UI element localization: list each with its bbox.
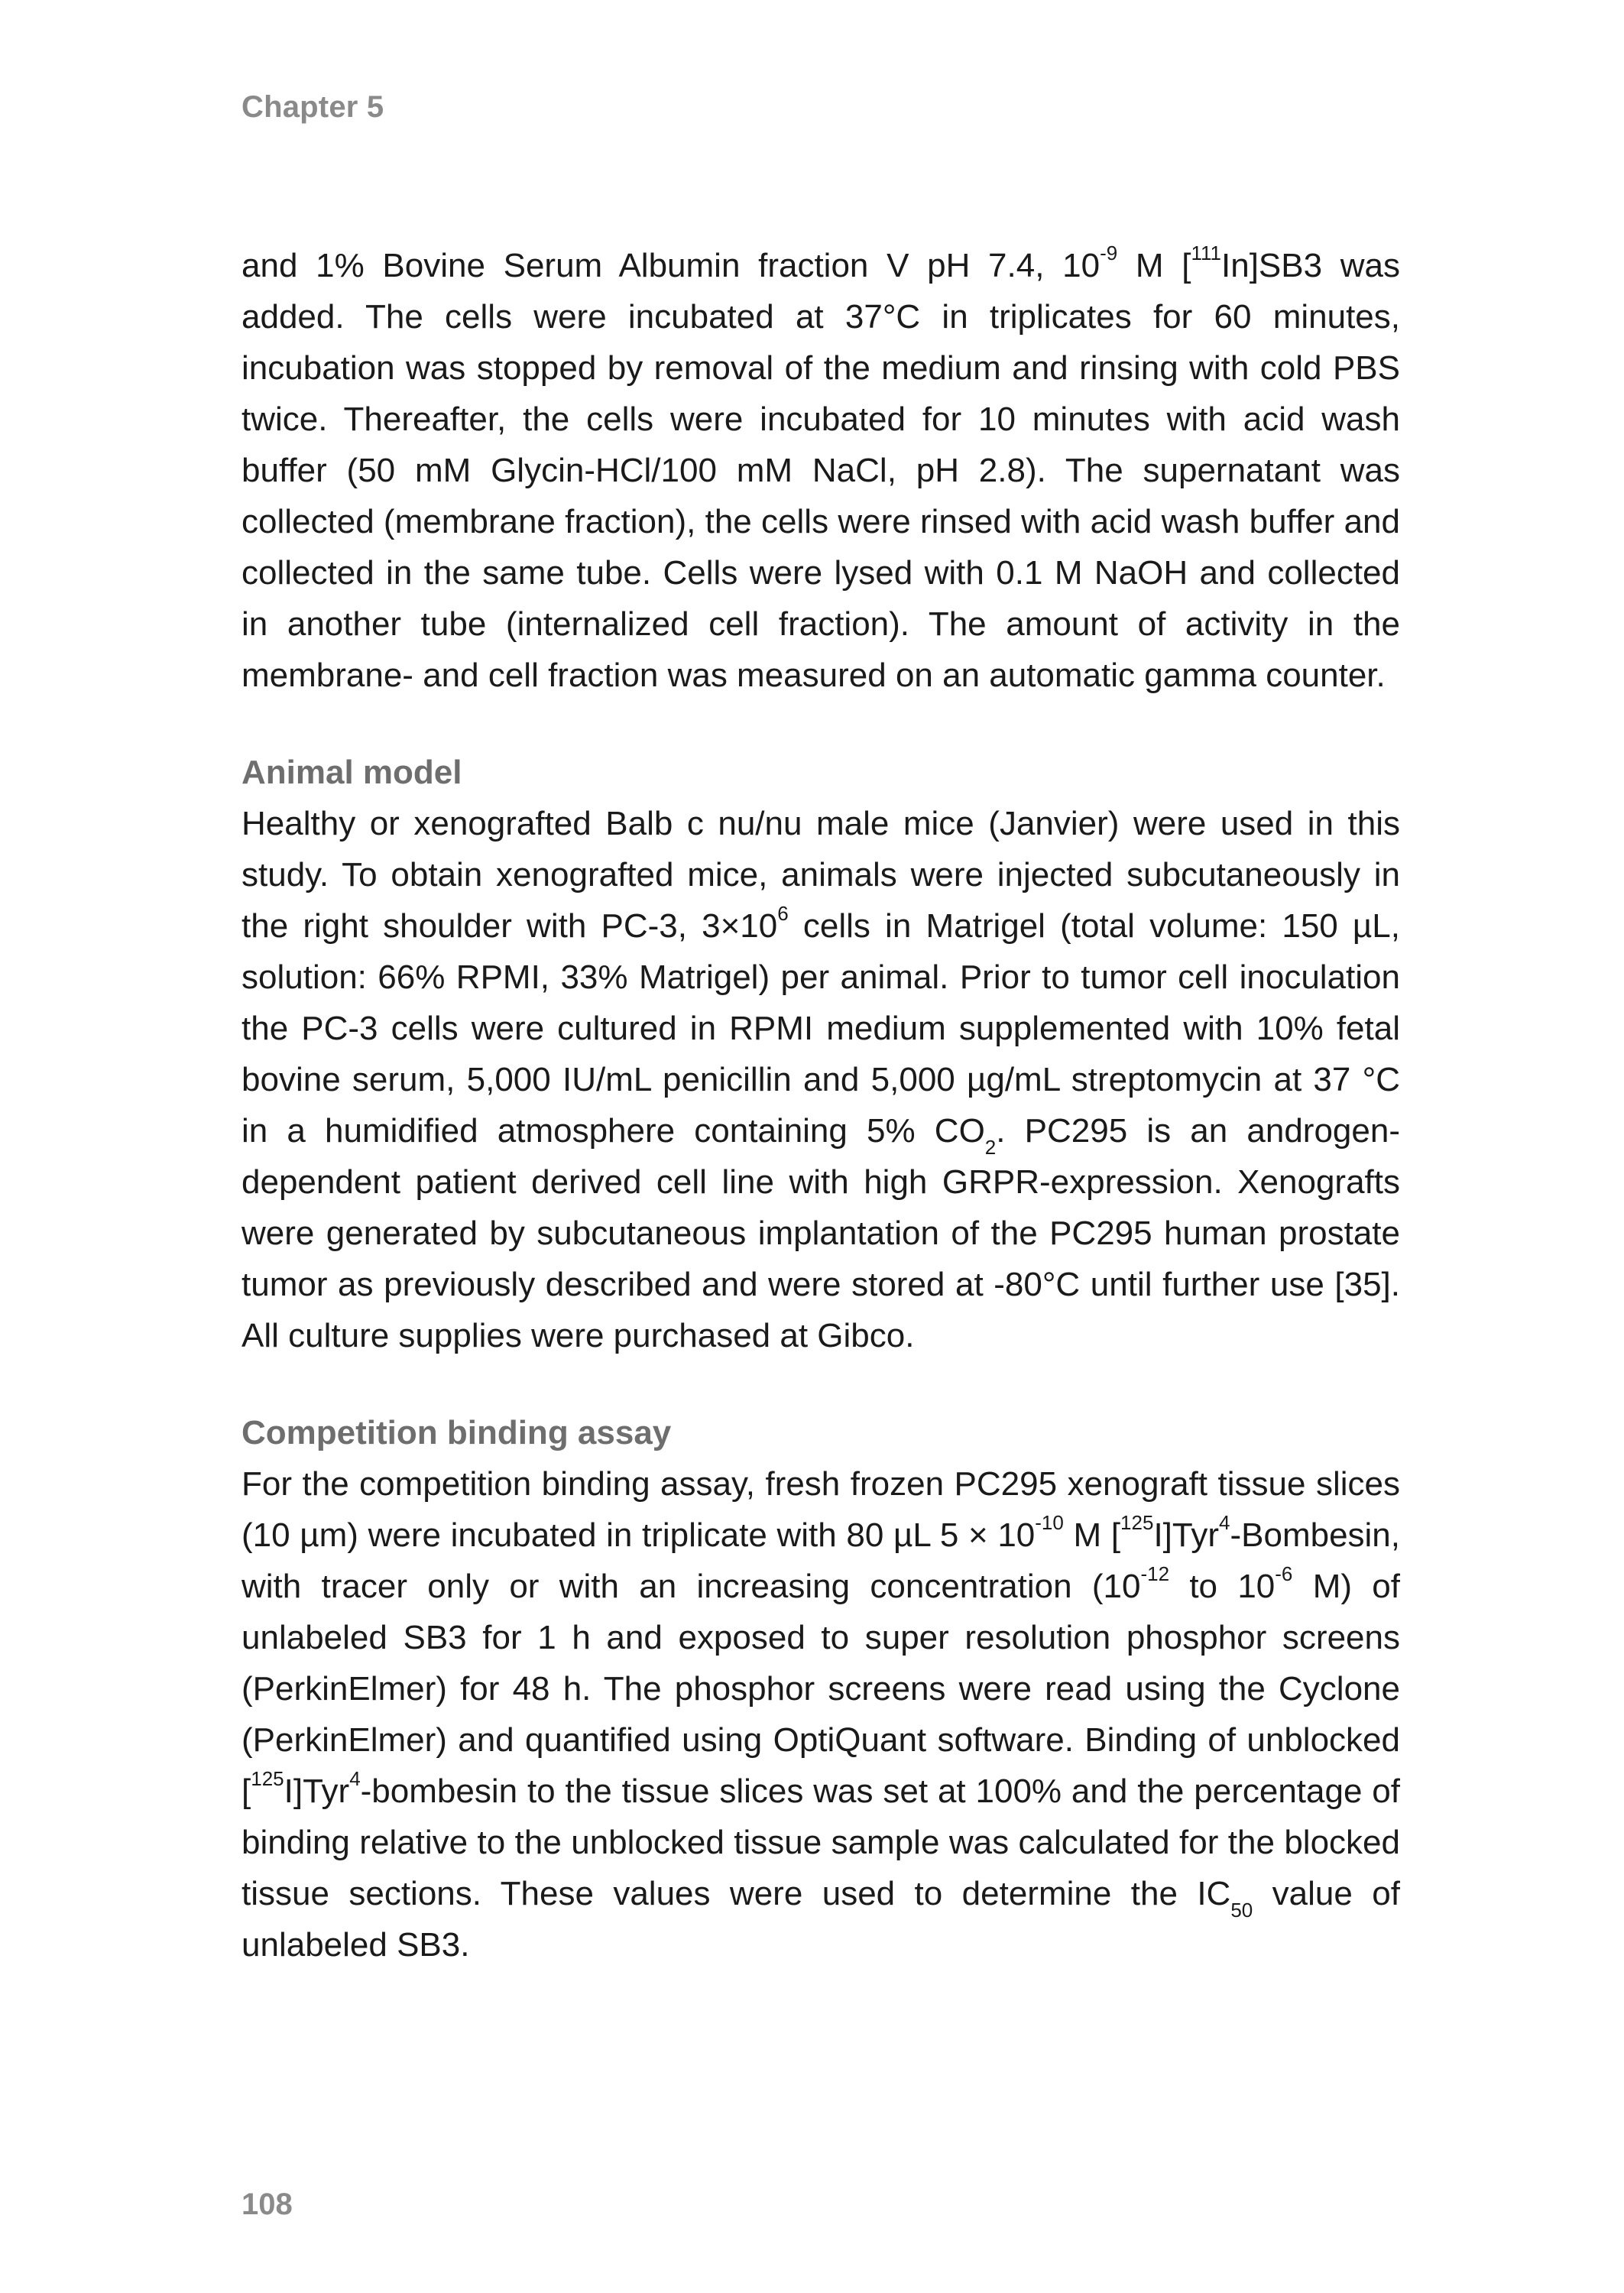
superscript: -9 [1100,242,1118,265]
superscript: 6 [777,902,789,926]
subscript: 50 [1230,1898,1253,1922]
superscript: 111 [1191,242,1221,265]
body-text [241,240,1400,1970]
paragraph-internalization [241,240,1400,701]
text-run: . PC295 is an androgen-dependent patient derived cell line with high GRPR-expression. Xenografts were generated by subcutaneous implantation of the PC295 human prostate tumor as previously described and were stored at -80°C until further use [35]. All culture supplies were purchased at Gibco. [241,1112,1400,1354]
text-run: I]Tyr [1153,1516,1219,1554]
text-run: In]SB3 was added. The cells were incubated at 37°C in triplicates for 60 minutes, incubation was stopped by removal of the medium and rinsing with cold PBS twice. Thereafter, the cells were incubated for 10 minutes with acid wash buffer (50 mM Glycin-HCl/100 mM NaCl, pH 2.8). The supernatant was collected (membrane fraction), the cells were rinsed with acid wash buffer and collected in the same tube. Cells were lysed with 0.1 M NaOH and collected in another tube (internalized cell fraction). The amount of activity in the membrane- and cell fraction was measured on an automatic gamma counter. [241,247,1401,694]
superscript: -6 [1275,1562,1293,1586]
text-run: -Bombesin, with tracer only or with an increasing concentration (10 [241,1516,1401,1605]
page-number: 108 [241,2188,293,2221]
text-run: M [ [1063,1516,1121,1554]
text-run: value of unlabeled SB3. [241,1875,1400,1964]
superscript: 125 [1120,1511,1154,1535]
superscript: -12 [1140,1562,1170,1586]
superscript: 4 [1219,1511,1230,1535]
text-run: For the competition binding assay, fresh frozen PC295 xenograft tissue slices (10 µm) were incubated in triplicate with 80 µL 5 × 10 [241,1465,1400,1554]
section-heading-competition-binding: Competition binding assay [241,1414,672,1451]
paragraph-competition-binding [241,1458,1400,1970]
paragraph-gap [241,701,1400,747]
paragraph-gap [241,1361,1400,1407]
text-run: Healthy or xenografted Balb c nu/nu male mice (Janvier) were used in this study. To obtain xenografted mice, animals were injected subcutaneously in the right shoulder with PC-3, 3×10 [241,805,1400,945]
section-heading-animal-model: Animal model [241,754,462,791]
text-run: cells in Matrigel (total volume: 150 µL, solution: 66% RPMI, 33% Matrigel) per animal. Prior to tumor cell inoculation the PC-3 cells were cultured in RPMI medium supplemented with 10% fetal bovine serum, 5,000 IU/mL penicillin and 5,000 µg/mL streptomycin at 37 °C in a humidified atmosphere containing 5% CO [241,907,1400,1150]
text-run: M) of unlabeled SB3 for 1 h and exposed to super resolution phosphor screens (PerkinElmer) for 48 h. The phosphor screens were read using the Cyclone (PerkinElmer) and quantified using OptiQuant software. Binding of unblocked [ [241,1568,1400,1810]
running-head: Chapter 5 [241,90,384,124]
paragraph-animal-model [241,798,1400,1361]
superscript: -10 [1035,1511,1064,1535]
superscript: 125 [251,1767,284,1791]
text-run: -bombesin to the tissue slices was set at 100% and the percentage of binding relative to the unblocked tissue sample was calculated for the blocked tissue sections. These values were used to determine the IC [241,1772,1400,1912]
text-run: to 10 [1169,1568,1276,1605]
superscript: 4 [349,1767,361,1791]
text-run: and 1% Bovine Serum Albumin fraction V pH 7.4, 10 [241,247,1100,284]
subscript: 2 [984,1135,997,1159]
text-run: I]Tyr [284,1772,350,1810]
text-run: M [ [1117,247,1191,284]
